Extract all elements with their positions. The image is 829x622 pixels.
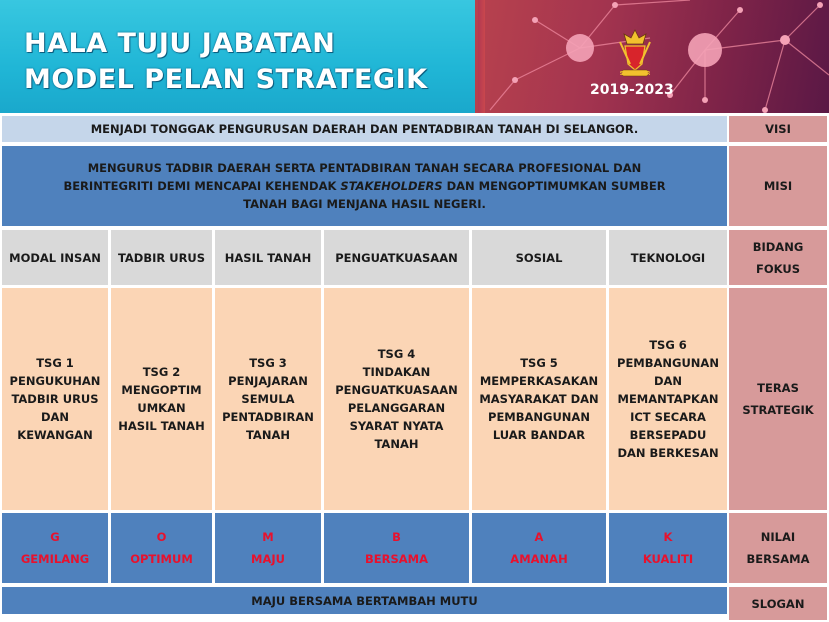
- nilai-letter: B: [392, 530, 401, 544]
- teras-line: PENTADBIRAN: [222, 410, 314, 424]
- teras-line: PENJAJARAN: [228, 374, 308, 388]
- nilai-letter: M: [262, 530, 274, 544]
- teras-line: TANAH: [374, 437, 419, 451]
- misi-text: [2, 146, 727, 226]
- teras-code: TSG 3: [249, 356, 287, 370]
- visi-label: VISI: [729, 116, 827, 142]
- nilai-item-kualiti: [609, 513, 727, 583]
- page-title-line2: MODEL PELAN STRATEGIK: [24, 64, 428, 95]
- nilai-bersama-label: [729, 513, 827, 583]
- nilai-label-line1: NILAI: [760, 530, 796, 544]
- years-label: 2019-2023: [590, 82, 674, 98]
- nilai-word: OPTIMUM: [130, 552, 193, 566]
- nilai-word: KUALITI: [642, 552, 694, 566]
- misi-text-before: MENGURUS TADBIR DAERAH SERTA PENTADBIRAN TANAH SECARA PROFESIONAL DAN BERINTEGRITI DEMI MENCAPAI KEHENDAK: [63, 161, 642, 193]
- teras-label-line2: STRATEGIK: [742, 403, 814, 417]
- bidang-item-penguatkuasaan: PENGUATKUASAAN: [324, 230, 469, 285]
- teras-line: PEMBANGUNAN: [488, 410, 590, 424]
- nilai-letter: K: [663, 530, 673, 544]
- teras-line: UMKAN: [137, 401, 186, 415]
- nilai-word: AMANAH: [510, 552, 568, 566]
- bidang-item-modal-insan: MODAL INSAN: [2, 230, 108, 285]
- teras-line: LUAR BANDAR: [492, 428, 586, 442]
- teras-card-1: [2, 288, 108, 510]
- teras-card-6: [609, 288, 727, 510]
- nilai-item-optimum: [111, 513, 212, 583]
- slogan-text: MAJU BERSAMA BERTAMBAH MUTU: [2, 587, 727, 614]
- teras-code: TSG 4: [377, 347, 416, 361]
- teras-line: SYARAT NYATA: [349, 419, 444, 433]
- teras-line: PENGUATKUASAAN: [335, 383, 458, 397]
- nilai-item-maju: [215, 513, 321, 583]
- bidang-item-hasil-tanah: HASIL TANAH: [215, 230, 321, 285]
- bidang-item-teknologi: TEKNOLOGI: [609, 230, 727, 285]
- teras-line: DAN: [653, 374, 683, 388]
- misi-label: MISI: [729, 146, 827, 226]
- nilai-letter: O: [156, 530, 167, 544]
- teras-line: DAN: [40, 410, 70, 424]
- teras-line: BERSEPADU: [629, 428, 707, 442]
- nilai-item-amanah: [472, 513, 606, 583]
- teras-code: TSG 6: [649, 338, 687, 352]
- nilai-letter: A: [534, 530, 544, 544]
- nilai-item-bersama: [324, 513, 469, 583]
- teras-card-4: [324, 288, 469, 510]
- nilai-word: MAJU: [251, 552, 285, 566]
- teras-card-2: [111, 288, 212, 510]
- teras-label-line1: TERAS: [757, 381, 799, 395]
- bidang-item-sosial: SOSIAL: [472, 230, 606, 285]
- nilai-letter: G: [50, 530, 60, 544]
- nilai-word: BERSAMA: [364, 552, 428, 566]
- teras-line: DAN BERKESAN: [617, 446, 719, 460]
- teras-line: KEWANGAN: [17, 428, 93, 442]
- bidang-item-tadbir-urus: TADBIR URUS: [111, 230, 212, 285]
- teras-code: TSG 5: [520, 356, 558, 370]
- slogan-label: SLOGAN: [729, 587, 827, 620]
- teras-line: MASYARAKAT DAN: [479, 392, 599, 406]
- bidang-fokus-label-line1: BIDANG: [752, 239, 804, 254]
- teras-line: TADBIR URUS: [11, 392, 99, 406]
- page-title-line1: HALA TUJU JABATAN: [24, 28, 336, 59]
- teras-line: HASIL TANAH: [118, 419, 205, 433]
- crest-text: SELANGOR: [619, 71, 651, 77]
- misi-text-italic: STAKEHOLDERS: [340, 179, 443, 193]
- misi-text-after: DAN MENGOPTIMUMKAN SUMBER TANAH BAGI MENJANA HASIL NEGERI.: [243, 179, 666, 211]
- bidang-fokus-label: [729, 230, 827, 285]
- teras-card-5: [472, 288, 606, 510]
- nilai-label-line2: BERSAMA: [746, 552, 810, 566]
- teras-line: ICT SECARA: [630, 410, 706, 424]
- teras-line: PELANGGARAN: [347, 401, 446, 415]
- teras-card-3: [215, 288, 321, 510]
- teras-line: TANAH: [245, 428, 290, 442]
- bidang-fokus-label-line2: FOKUS: [756, 261, 800, 276]
- teras-line: MEMPERKASAKAN: [479, 374, 599, 388]
- banner-divider: [478, 0, 485, 113]
- teras-code: TSG 1: [36, 356, 74, 370]
- teras-strategik-label: [729, 288, 827, 510]
- teras-code: TSG 2: [142, 365, 181, 379]
- visi-text: MENJADI TONGGAK PENGURUSAN DAERAH DAN PENTADBIRAN TANAH DI SELANGOR.: [2, 116, 727, 142]
- nilai-word: GEMILANG: [20, 552, 90, 566]
- teras-line: PEMBANGUNAN: [617, 356, 719, 370]
- teras-line: TINDAKAN: [362, 365, 431, 379]
- nilai-item-gemilang: [2, 513, 108, 583]
- teras-line: SEMULA: [241, 392, 295, 406]
- teras-line: MEMANTAPKAN: [617, 392, 719, 406]
- teras-line: PENGUKUHAN: [9, 374, 101, 388]
- teras-line: MENGOPTIM: [121, 383, 202, 397]
